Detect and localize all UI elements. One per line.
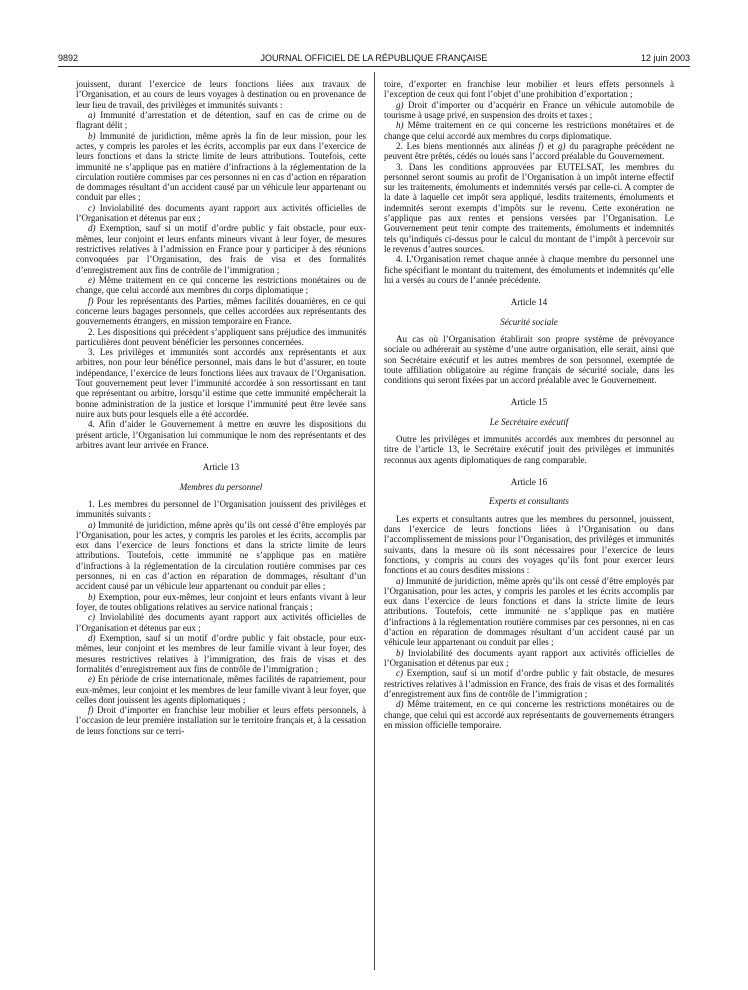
- item-label: d): [88, 632, 96, 643]
- paragraph: f) Pour les représentants des Parties, mêmes facilités douanières, en ce qui concerne leurs bagages personnels, que celles accordées aux représentants des gouvernements étrangers, en mission temporaire en France.: [76, 295, 366, 327]
- paragraph: Au cas où l’Organisation établirait son propre système de prévoyance sociale ou adhérerait au système d’une autre organisation, elle serait, ainsi que son Secrétaire exécutif et les autres membres de son personnel, exemptée de toute affiliation obligatoire au régime français de sécurité sociale, dans les conditions qui seront fixées par un accord préalable avec le Gouvernement.: [384, 333, 674, 386]
- item-label: b): [88, 591, 96, 602]
- item-label: f): [88, 705, 94, 716]
- article-16-subtitle: Experts et consultants: [489, 496, 569, 507]
- paragraph: d) Exemption, sauf si un motif d’ordre public y fait obstacle, pour eux-mêmes, leur conjoint et les membres de leur famille vivant à leur foyer, des mesures restrictives relatives à l’immigration, des frais de visas et des formalités d’enregistrement aux fins de contrôle de l’immigration ;: [76, 632, 366, 674]
- paragraph: 2. Les dispositions qui précèdent s’appliquent sans préjudice des immunités particulières dont peuvent bénéficier les personnes concernées.: [76, 326, 366, 347]
- paragraph: 3. Dans les conditions approuvées par EUTELSAT, les membres du personnel seront soumis au profit de l’Organisation à un impôt interne effectif sur les traitements, émoluments et indemnités versés par celle-ci. A compter de la date à laquelle cet impôt sera appliqué, lesdits traitements, émoluments et indemnités seront exempts d’impôts sur le revenu. Cette exonération ne s’applique pas aux rentes et pensions versées par l’Organisation. Le Gouvernement peut tenir compte des traitements, émoluments et indemnités tels qu’indiqués ci-dessus pour le calcul du montant de l’impôt à percevoir sur le revenus d’autres sources.: [384, 161, 674, 254]
- article-13-subtitle: Membres du personnel: [179, 481, 263, 492]
- right-column: [384, 79, 674, 730]
- item-label: a): [88, 109, 96, 120]
- paragraph: jouissent, durant l’exercice de leurs fonctions liées aux travaux de l’Organisation, et au cours de leurs voyages à destination ou en provenance de leur lieu de travail, des privilèges et immunités suivants :: [76, 79, 366, 110]
- item-label: b): [88, 130, 96, 141]
- article-16-heading: Article 16: [510, 477, 548, 487]
- item-label: a): [396, 575, 404, 586]
- paragraph: 1. Les membres du personnel de l’Organisation jouissent des privilèges et immunités suivants :: [76, 498, 366, 520]
- paragraph: c) Inviolabilité des documents ayant rapport aux activités officielles de l’Organisation et détenus par eux ;: [76, 612, 366, 633]
- item-label: c): [88, 612, 96, 623]
- item-label: e): [88, 274, 96, 285]
- article-13-heading: Article 13: [202, 462, 240, 473]
- article-14-heading: Article 14: [510, 297, 548, 308]
- item-label: c): [396, 668, 404, 679]
- paragraph: e) Même traitement en ce qui concerne les restrictions monétaires ou de change, que celui accordé aux membres du corps diplomatique ;: [76, 274, 366, 296]
- paragraph: a) Immunité de juridiction, même après qu’ils ont cessé d’être employés par l’Organisation, pour les actes, y compris les paroles et les écrits, accomplis par eux dans l’exercice de leurs fonctions et dans la stricte limite de leurs attributions. Toutefois, cette immunité ne s’applique pas en matière d’infractions à la réglementation de la circulation routière commises par ces personnes, ni en cas d’action en réparation de dommages, résultant d’un accident causé par un véhicule leur appartenant ou conduit par elles ;: [76, 519, 366, 592]
- item-label: b): [396, 647, 404, 658]
- item-label: e): [88, 674, 96, 685]
- paragraph: 4. Afin d’aider le Gouvernement à mettre en œuvre les dispositions du présent article, l’Organisation lui communique le nom des représentants et des arbitres avant leur arrivée en France.: [76, 419, 366, 450]
- item-label: g): [396, 99, 404, 110]
- paragraph: b) Exemption, pour eux-mêmes, leur conjoint et leurs enfants vivant à leur foyer, de toutes obligations relatives au service national français ;: [76, 591, 366, 612]
- publication-date: 12 juin 2003: [640, 53, 690, 63]
- page-number: 9892: [58, 53, 79, 63]
- article-14-subtitle: Sécurité sociale: [500, 316, 558, 327]
- paragraph: d) Même traitement, en ce qui concerne les restrictions monétaires ou de change, que celui qui est accordé aux représentants de gouvernements étrangers en mission officielle temporaire.: [384, 699, 674, 730]
- header-rule: [58, 66, 690, 67]
- paragraph: Outre les privilèges et immunités accordés aux membres du personnel au titre de l’article 13, le Secrétaire exécutif jouit des privilèges et immunités reconnus aux agents diplomatiques de rang comparable.: [384, 434, 674, 465]
- paragraph: h) Même traitement en ce qui concerne les restrictions monétaires et de change que celui accordé aux membres du corps diplomatique.: [384, 120, 674, 141]
- paragraph: b) Immunité de juridiction, même après la fin de leur mission, pour les actes, y compris les paroles et les écrits, accomplis par eux dans l’exercice de leurs fonctions et dans la stricte limite de leurs attributions. Toutefois, cette immunité ne s’applique pas en matière d’infractions à la réglementation de la circulation routière commises par ces personnes ni en cas d’action en réparation de dommages résultant d’un accident causé par un véhicule leur appartenant ou conduit par elles ;: [76, 130, 366, 203]
- paragraph: Les experts et consultants autres que les membres du personnel, jouissent, dans l’exercice de leurs fonctions liées à l’Organisation ou dans l’accomplissement de missions pour l’Organisation, des privilèges et immunités suivants, dans la mesure où ils sont nécessaires pour l’exercice de leurs fonctions, y compris au cours des voyages qu’ils font pour exercer leurs fonctions et au cours desdites missions :: [384, 513, 674, 576]
- paragraph: g) Droit d’importer ou d’acquérir en France un véhicule automobile de tourisme à usage privé, en suspension des droits et taxes ;: [384, 99, 674, 120]
- paragraph: e) En période de crise internationale, mêmes facilités de rapatriement, pour eux-mêmes, leur conjoint et les membres de leur famille vivant à leur foyer, que celles dont jouissent les agents diplomatiques ;: [76, 674, 366, 705]
- item-label: d): [88, 223, 96, 234]
- paragraph: d) Exemption, sauf si un motif d’ordre public y fait obstacle, pour eux-mêmes, leur conjoint et leurs enfants mineurs vivant à leur foyer, de mesures restrictives relatives à l’admission en France pour y participer à des réunions convoquées par l’Organisation, des frais de visa et des formalités d’enregistrement aux fins de contrôle de l’immigration ;: [76, 223, 366, 275]
- paragraph: 4. L’Organisation remet chaque année à chaque membre du personnel une fiche spécifiant le montant du traitement, des émoluments et indemnités qu’elle lui a versés au cours de l’année précédente.: [384, 254, 674, 285]
- paragraph: 2. Les biens mentionnés aux alinéas f) et g) du paragraphe précédent ne peuvent être prêtés, cédés ou loués sans l’accord préalable du Gouvernement.: [384, 140, 674, 162]
- paragraph: c) Exemption, sauf si un motif d’ordre public y fait obstacle, de mesures restrictives relatives à l’admission en France, des frais de visas et des formalités d’enregistrement aux fins de contrôle de l’immigration ;: [384, 668, 674, 699]
- article-15-subtitle: Le Secrétaire exécutif: [489, 416, 569, 427]
- item-label: h): [396, 120, 404, 131]
- paragraph: f) Droit d’importer en franchise leur mobilier et leurs effets personnels, à l’occasion de leur première installation sur le territoire français et, à la cessation de leurs fonctions sur ce terri-: [76, 705, 366, 736]
- paragraph: b) Inviolabilité des documents ayant rapport aux activités officielles de l’Organisation et détenus par eux ;: [384, 647, 674, 668]
- paragraph: toire, d’exporter en franchise leur mobilier et leurs effets personnels à l’exception de ceux qui font l’objet d’une prohibition d’exportation ;: [384, 79, 674, 100]
- page-header: [58, 53, 690, 67]
- paragraph: c) Inviolabilité des documents ayant rapport aux activités officielles de l’Organisation et détenus par eux ;: [76, 202, 366, 224]
- item-label: c): [88, 202, 96, 213]
- paragraph: 3. Les privilèges et immunités sont accordés aux représentants et aux arbitres, non pour leur bénéfice personnel, mais dans le but d’assurer, en toute indépendance, l’exercice de leurs fonctions liées aux travaux de l’Organisation. Tout gouvernement peut lever l’immunité accordée à son ressortissant en tant que représentant ou arbitre, lorsqu’il estime que cette immunité empêcherait la bonne administration de la justice et lorsque l’immunité peut être levée sans nuire aux buts pour lesquels elle a été accordée.: [76, 347, 366, 419]
- column-separator: [374, 72, 375, 970]
- item-label: d): [396, 699, 404, 710]
- item-label: a): [88, 519, 96, 530]
- article-15-heading: Article 15: [510, 397, 548, 408]
- journal-title: JOURNAL OFFICIEL DE LA RÉPUBLIQUE FRANÇAISE: [260, 53, 488, 63]
- paragraph: a) Immunité de juridiction, même après qu’ils ont cessé d’être employés par l’Organisation, pour les actes, y compris les paroles et les écrits accomplis par eux dans l’exercice de leurs fonctions et dans la stricte limite de leurs attributions. Toutefois, cette immunité ne s’applique pas en matière d’infractions à la réglementation routière commises par ces personnes, ni en cas d’action en réparation de dommages résultant d’un accident causé par un véhicule leur appartenant ou conduit par elles ;: [384, 575, 674, 648]
- item-label: f): [88, 295, 94, 306]
- left-column: [76, 79, 366, 736]
- paragraph: a) Immunité d’arrestation et de détention, sauf en cas de crime ou de flagrant délit ;: [76, 109, 366, 131]
